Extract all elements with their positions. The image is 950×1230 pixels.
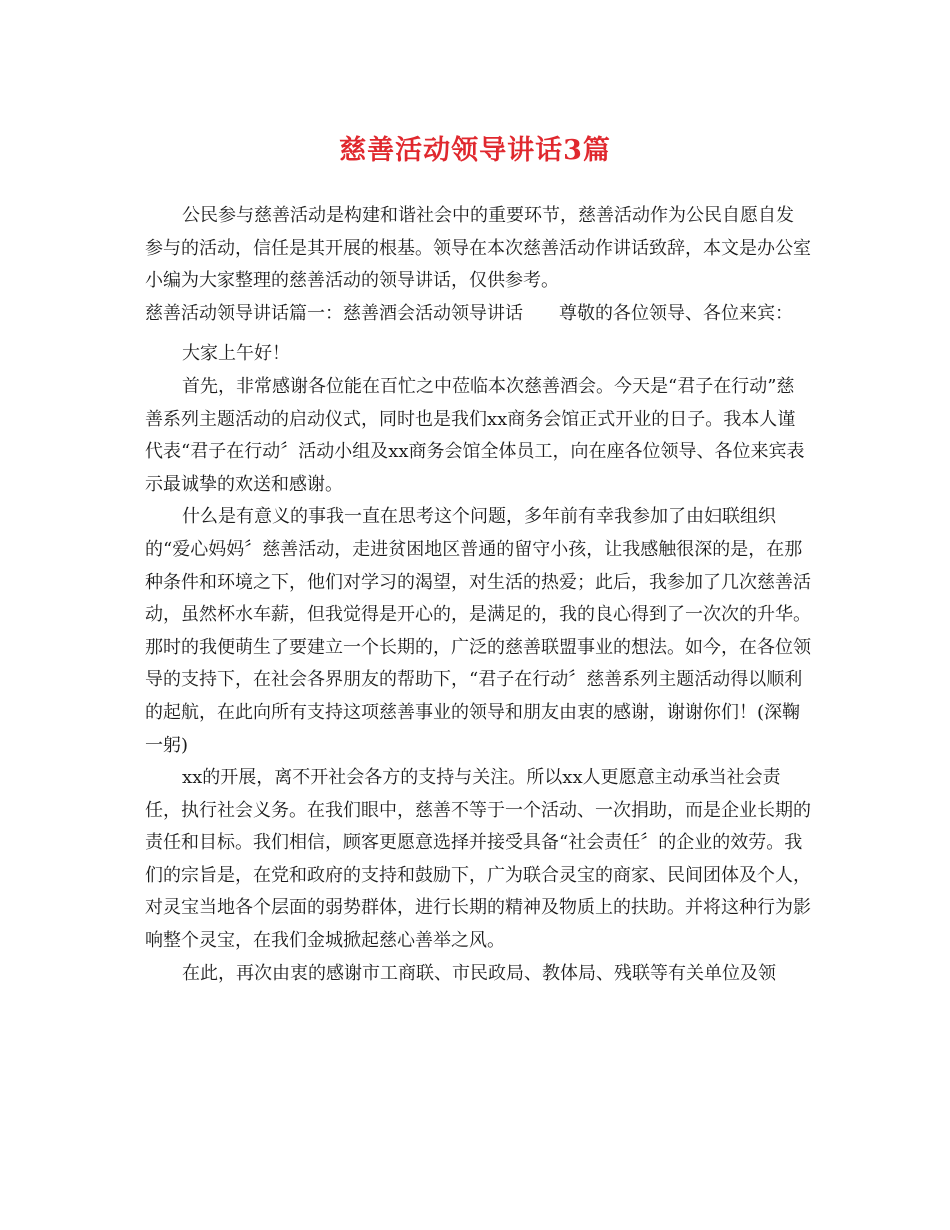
paragraph-greeting: 大家上午好！: [182, 343, 290, 365]
paragraph-speech-heading: 慈善活动领导讲话篇一：慈善酒会活动领导讲话 尊敬的各位领导、各位来宾：: [145, 302, 793, 324]
paragraph-closing: 在此，再次由衷的感谢市工商联、市民政局、教体局、残联等有关单位及领: [182, 962, 776, 984]
document-body: [145, 200, 811, 990]
paragraph-thanks: 首先，非常感谢各位能在百忙之中莅临本次慈善酒会。今天是“君子在行动”慈善系列主题活动的启动仪式，同时也是我们xx商务会馆正式开业的日子。我本人谨代表“君子在行动〞活动小组及xx商务会馆全体员工，向在座各位领导、各位来宾表示最诚挚的欢送和感谢。: [145, 375, 805, 495]
document-title: 慈善活动领导讲话3篇: [339, 135, 611, 166]
paragraph-mission: xx的开展，离不开社会各方的支持与关注。所以xx人更愿意主动承当社会责任，执行社会义务。在我们眼中，慈善不等于一个活动、一次捐助，而是企业长期的责任和目标。我们相信，顾客更愿意选择并接受具备“社会责任〞的企业的效劳。我们的宗旨是，在党和政府的支持和鼓励下，广为联合灵宝的商家、民间团体及个人，对灵宝当地各个层面的弱势群体，进行长期的精神及物质上的扶助。并将这种行为影响整个灵宝，在我们金城掀起慈心善举之风。: [145, 767, 811, 952]
paragraph-story: 什么是有意义的事我一直在思考这个问题，多年前有幸我参加了由妇联组织的“爱心妈妈〞慈善活动，走进贫困地区普通的留守小孩，让我感触很深的是，在那种条件和环境之下，他们对学习的渴望，对生活的热爱；此后，我参加了几次慈善活动，虽然杯水车薪，但我觉得是开心的，是满足的，我的良心得到了一次次的升华。那时的我便萌生了要建立一个长期的，广泛的慈善联盟事业的想法。如今，在各位领导的支持下，在社会各界朋友的帮助下，“君子在行动〞慈善系列主题活动得以顺利的起航，在此向所有支持这项慈善事业的领导和朋友由衷的感谢，谢谢你们！(深鞠一躬): [145, 506, 811, 756]
paragraph-intro: 公民参与慈善活动是构建和谐社会中的重要环节，慈善活动作为公民自愿自发参与的活动，信任是其开展的根基。领导在本次慈善活动作讲话致辞，本文是办公室小编为大家整理的慈善活动的领导讲话，仅供参考。: [145, 205, 811, 292]
